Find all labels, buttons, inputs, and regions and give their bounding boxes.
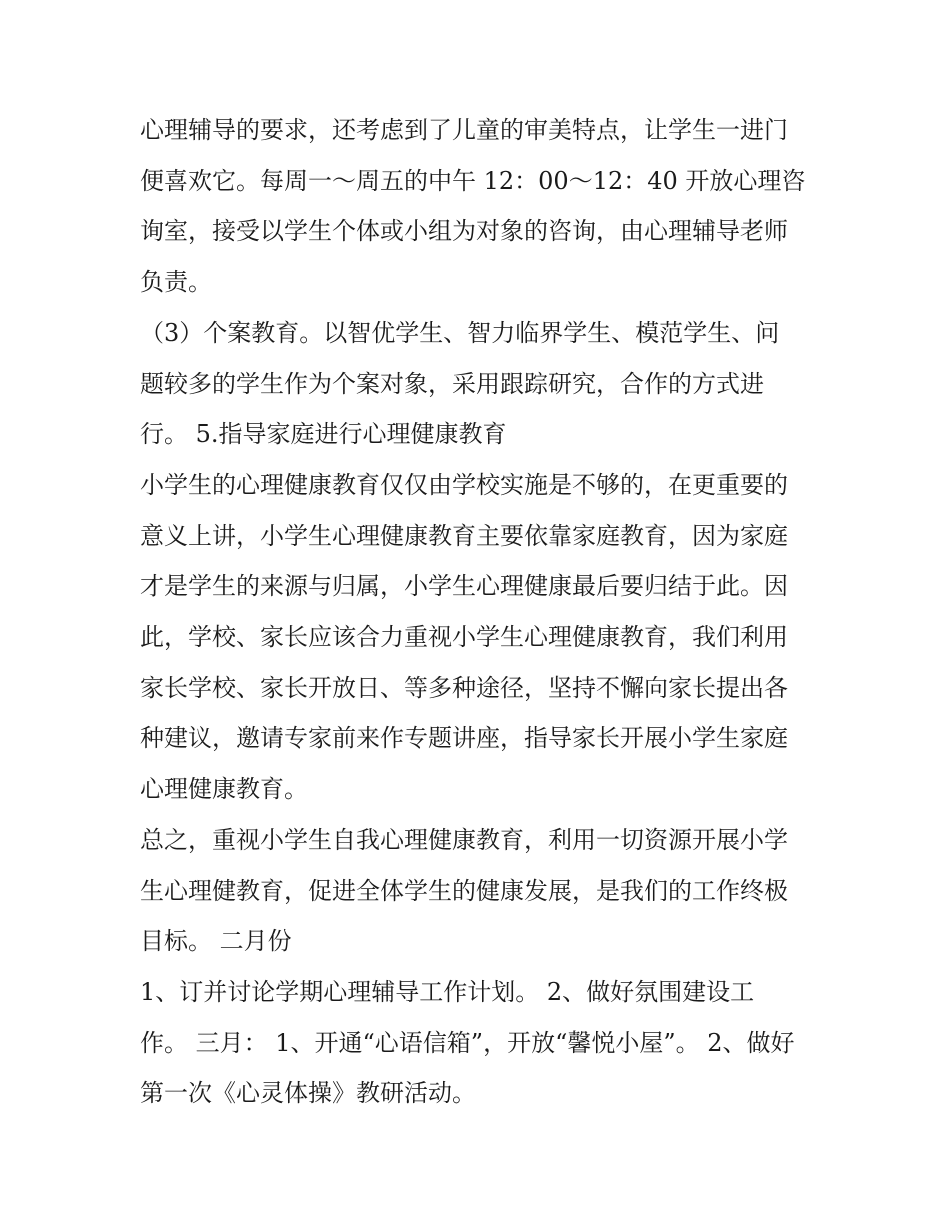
text-line: 家长学校、家长开放日、等多种途径，坚持不懈向家长提出各 — [140, 674, 788, 702]
text-line: 生心理健教育，促进全体学生的健康发展，是我们的工作终极 — [140, 877, 788, 905]
text-line: 种建议，邀请专家前来作专题讲座，指导家长开展小学生家庭 — [140, 724, 788, 752]
text-line: 此，学校、家长应该合力重视小学生心理健康教育，我们利用 — [140, 623, 788, 651]
text-line: 负责。 — [140, 268, 212, 296]
text-line: 作。 三月： 1、开通“心语信箱”，开放“馨悦小屋”。 2、做好 — [140, 1029, 795, 1057]
text-line: 题较多的学生作为个案对象，采用跟踪研究，合作的方式进 — [140, 370, 764, 398]
text-line: 目标。 二月份 — [140, 927, 292, 955]
text-line: （3）个案教育。以智优学生、智力临界学生、模范学生、问 — [140, 319, 780, 347]
text-line: 第一次《心灵体操》教研活动。 — [140, 1079, 476, 1107]
text-line: 便喜欢它。每周一～周五的中午 12：00～12：40 开放心理咨 — [140, 167, 806, 195]
text-line: 总之，重视小学生自我心理健康教育，利用一切资源开展小学 — [140, 826, 788, 854]
text-line: 小学生的心理健康教育仅仅由学校实施是不够的，在更重要的 — [140, 471, 788, 499]
text-line: 才是学生的来源与归属，小学生心理健康最后要归结于此。因 — [140, 572, 788, 600]
text-line: 心理健康教育。 — [140, 775, 308, 803]
text-line: 行。 5.指导家庭进行心理健康教育 — [140, 420, 507, 448]
text-line: 询室，接受以学生个体或小组为对象的咨询，由心理辅导老师 — [140, 217, 788, 245]
text-line: 意义上讲，小学生心理健康教育主要依靠家庭教育，因为家庭 — [140, 522, 788, 550]
text-line: 1、订并讨论学期心理辅导工作计划。 2、做好氛围建设工 — [140, 978, 755, 1006]
text-line: 心理辅导的要求，还考虑到了儿童的审美特点，让学生一进门 — [140, 116, 788, 144]
